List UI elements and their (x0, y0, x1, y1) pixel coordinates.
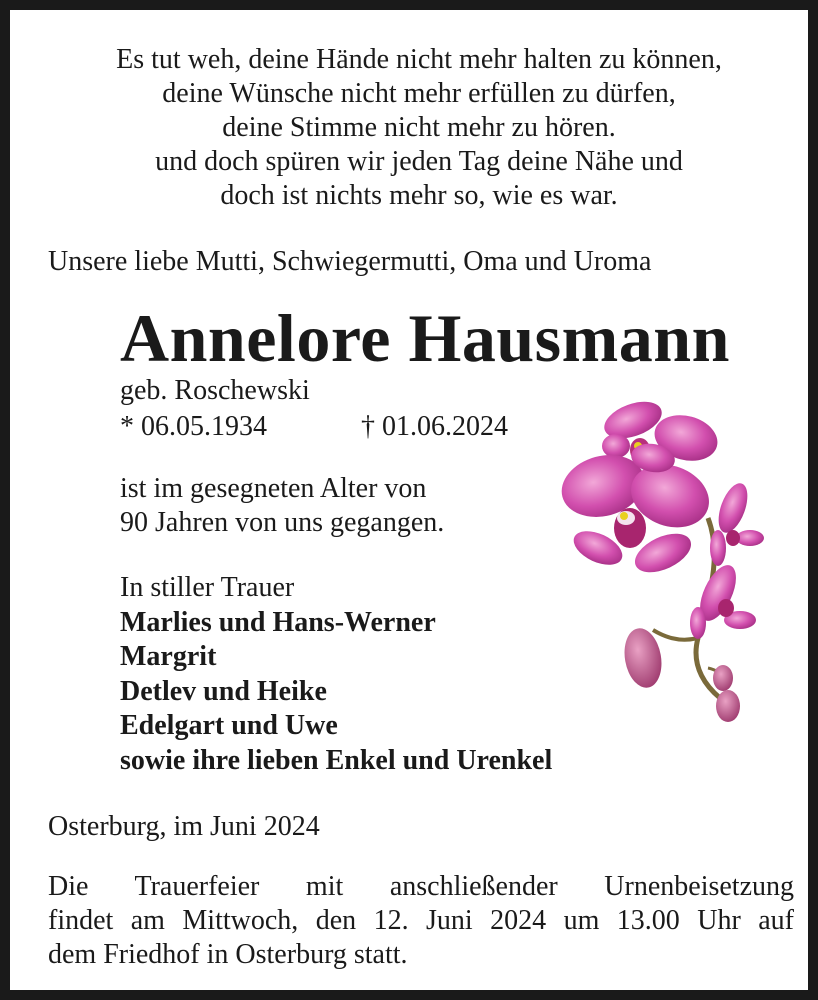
death-date: † 01.06.2024 (361, 411, 508, 442)
intro-text: Unsere liebe Mutti, Schwiegermutti, Oma und Uroma (48, 246, 652, 277)
age-line: 90 Jahren von uns gegangen. (120, 507, 445, 538)
mourners-list (120, 571, 552, 778)
deceased-name: Annelore Hausmann (120, 300, 730, 376)
place-date: Osterburg, im Juni 2024 (48, 811, 320, 842)
orchid-icon (558, 398, 768, 723)
poem (20, 43, 818, 213)
poem-line: deine Stimme nicht mehr zu hören. (222, 112, 616, 143)
mourner: Detlev und Heike (120, 675, 327, 707)
poem-line: doch ist nichts mehr so, wie es war. (220, 180, 618, 211)
ceremony-line: findet am Mittwoch, den 12. Juni 2024 um 13.00 Uhr auf (48, 905, 794, 936)
birth-date: * 06.05.1934 (120, 411, 267, 442)
mourning-label: In stiller Trauer (120, 572, 295, 603)
poem-line: und doch spüren wir jeden Tag deine Nähe und (155, 146, 683, 177)
ceremony-line: Die Trauerfeier mit anschließender Urnenbeisetzung (48, 871, 794, 902)
mourner: Marlies und Hans-Werner (120, 606, 436, 638)
poem-line: Es tut weh, deine Hände nicht mehr halten zu können, (116, 44, 722, 75)
poem-line: deine Wünsche nicht mehr erfüllen zu dürfen, (162, 78, 676, 109)
ceremony-text (48, 870, 794, 972)
mourner: Edelgart und Uwe (120, 710, 338, 741)
age-line: ist im gesegneten Alter von (120, 473, 427, 504)
ceremony-line: dem Friedhof in Osterburg statt. (48, 939, 408, 970)
maiden-name: geb. Roschewski (120, 375, 310, 406)
mourner: sowie ihre lieben Enkel und Urenkel (120, 744, 553, 776)
mourner: Margrit (120, 641, 217, 672)
age-text (120, 472, 444, 540)
